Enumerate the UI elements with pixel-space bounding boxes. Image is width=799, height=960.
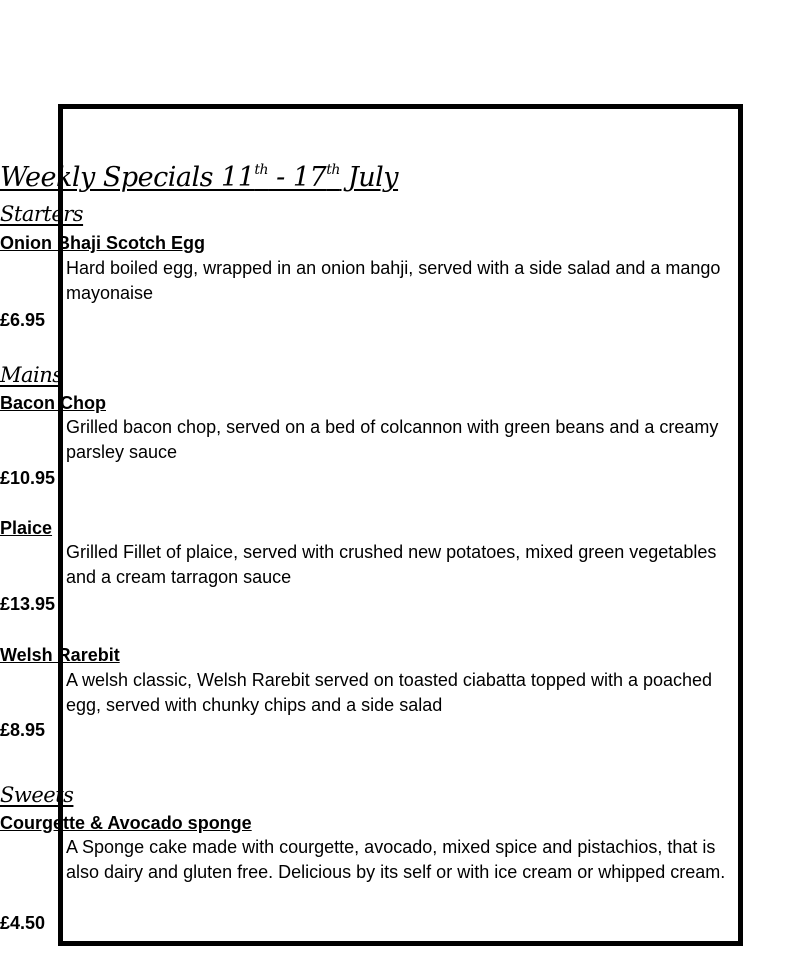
dish-name-welsh-rarebit: Welsh Rarebit — [0, 645, 120, 665]
dish-price-plaice: £13.95 — [0, 594, 56, 614]
title-prefix: Weekly Specials 11 — [0, 162, 255, 193]
dish-name-plaice: Plaice — [0, 518, 53, 538]
dish-description-onion-bhaji-scotch-egg: Hard boiled egg, wrapped in an onion bahji, served with a side salad and a mango mayonaise — [66, 258, 721, 303]
title-suffix: July — [339, 162, 399, 193]
dish-name-onion-bhaji-scotch-egg: Onion Bhaji Scotch Egg — [0, 233, 206, 253]
sweets-heading: Sweets — [0, 783, 74, 807]
starters-heading: Starters — [0, 202, 84, 226]
mains-heading: Mains — [0, 363, 63, 387]
title-middle: - 17 — [268, 162, 327, 193]
dish-description-welsh-rarebit: A welsh classic, Welsh Rarebit served on toasted ciabatta topped with a poached egg, served with chunky chips and a side salad — [66, 670, 713, 715]
dish-description-courgette-avocado-sponge: A Sponge cake made with courgette, avocado, mixed spice and pistachios, that is also dairy and gluten free. Delicious by its self or with ice cream or whipped cream. — [66, 837, 726, 882]
title-superscript-end: th — [326, 162, 340, 178]
dish-price-onion-bhaji-scotch-egg: £6.95 — [0, 310, 46, 330]
dish-name-courgette-avocado-sponge: Courgette & Avocado sponge — [0, 813, 252, 833]
dish-description-plaice: Grilled Fillet of plaice, served with crushed new potatoes, mixed green vegetables and a cream tarragon sauce — [66, 542, 717, 587]
title-superscript-start: th — [254, 162, 269, 178]
dish-description-bacon-chop: Grilled bacon chop, served on a bed of colcannon with green beans and a creamy parsley sauce — [66, 417, 719, 462]
dish-price-welsh-rarebit: £8.95 — [0, 720, 46, 740]
dish-price-courgette-avocado-sponge: £4.50 — [0, 913, 46, 933]
dish-price-bacon-chop: £10.95 — [0, 468, 56, 488]
menu-title — [0, 158, 799, 198]
dish-name-bacon-chop: Bacon Chop — [0, 393, 106, 413]
